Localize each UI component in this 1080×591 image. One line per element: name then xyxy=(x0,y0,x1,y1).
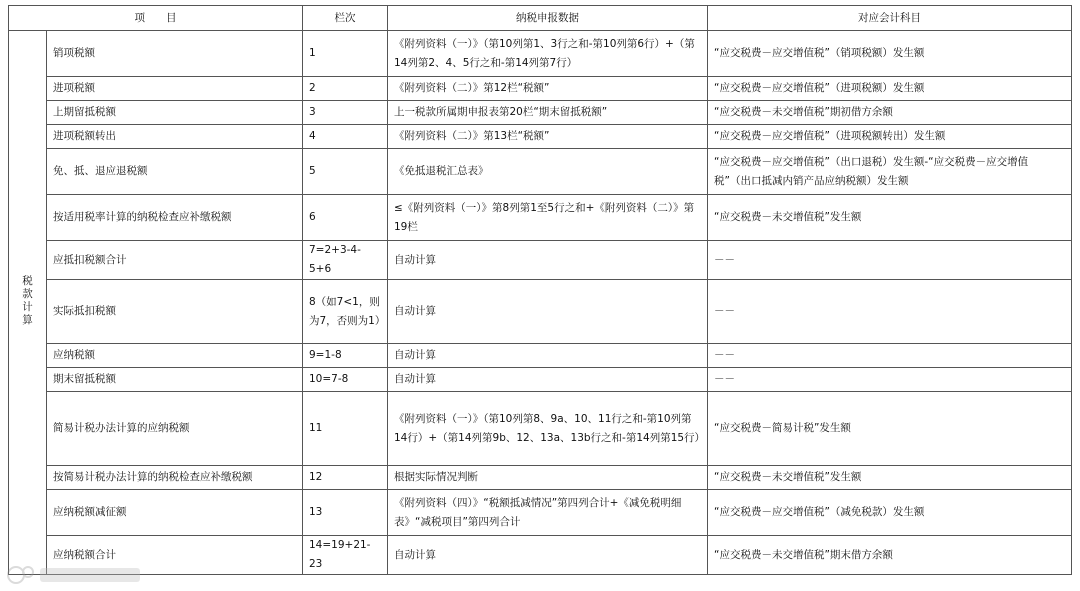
row-item-cell: 应抵扣税额合计 xyxy=(47,241,303,280)
row-data-cell: 《免抵退税汇总表》 xyxy=(388,149,708,195)
row-col-cell: 6 xyxy=(303,195,388,241)
row-col-cell: 14=19+21-23 xyxy=(303,536,388,575)
row-col-cell: 11 xyxy=(303,392,388,466)
row-account-cell: “应交税费－应交增值税”（出口退税）发生额-“应交税费－应交增值税”（出口抵减内销产品应纳税额）发生额 xyxy=(708,149,1072,195)
header-account: 对应会计科目 xyxy=(708,6,1072,31)
row-col-cell: 7=2+3-4-5+6 xyxy=(303,241,388,280)
row-data-cell: 《附列资料（一）》（第10列第8、9a、10、11行之和-第10列第14行）+（第14列第9b、12、13a、13b行之和-第14列第15行） xyxy=(388,392,708,466)
group-label xyxy=(9,31,47,575)
table-row xyxy=(9,77,1072,101)
row-item-cell: 按简易计税办法计算的纳税检查应补缴税额 xyxy=(47,466,303,490)
table-row xyxy=(9,466,1072,490)
row-col-cell: 1 xyxy=(303,31,388,77)
table-row xyxy=(9,31,1072,77)
table-row xyxy=(9,149,1072,195)
row-item-cell: 应纳税额合计 xyxy=(47,536,303,575)
table-row xyxy=(9,536,1072,575)
row-col-cell: 5 xyxy=(303,149,388,195)
row-data-cell: 自动计算 xyxy=(388,280,708,344)
header-col: 栏次 xyxy=(303,6,388,31)
row-account-cell: －－ xyxy=(708,344,1072,368)
row-data-cell: ≤《附列资料（一）》第8列第1至5行之和+《附列资料（二）》第19栏 xyxy=(388,195,708,241)
row-account-cell: “应交税费－应交增值税”（销项税额）发生额 xyxy=(708,31,1072,77)
row-account-cell: “应交税费－应交增值税”（进项税额）发生额 xyxy=(708,77,1072,101)
row-col-cell: 12 xyxy=(303,466,388,490)
table-row xyxy=(9,241,1072,280)
row-item-cell: 进项税额 xyxy=(47,77,303,101)
row-item-cell: 进项税额转出 xyxy=(47,125,303,149)
row-item-cell: 实际抵扣税额 xyxy=(47,280,303,344)
row-account-cell: －－ xyxy=(708,280,1072,344)
row-account-cell: “应交税费－应交增值税”（进项税额转出）发生额 xyxy=(708,125,1072,149)
header-item: 项 目 xyxy=(9,6,303,31)
row-data-cell: 自动计算 xyxy=(388,241,708,280)
row-data-cell: 《附列资料（四）》“税额抵减情况”第四列合计+《减免税明细表》“减税项目”第四列合计 xyxy=(388,490,708,536)
row-item-cell: 期末留抵税额 xyxy=(47,368,303,392)
header-row xyxy=(9,6,1072,31)
row-item-cell: 按适用税率计算的纳税检查应补缴税额 xyxy=(47,195,303,241)
row-item-cell: 简易计税办法计算的应纳税额 xyxy=(47,392,303,466)
row-account-cell: －－ xyxy=(708,241,1072,280)
tax-return-table xyxy=(8,5,1072,575)
row-col-cell: 3 xyxy=(303,101,388,125)
row-col-cell: 9=1-8 xyxy=(303,344,388,368)
table-row xyxy=(9,490,1072,536)
table-row xyxy=(9,101,1072,125)
row-item-cell: 上期留抵税额 xyxy=(47,101,303,125)
row-account-cell: －－ xyxy=(708,368,1072,392)
row-col-cell: 8（如7<1，则为7，否则为1） xyxy=(303,280,388,344)
row-account-cell: “应交税费－简易计税”发生额 xyxy=(708,392,1072,466)
row-data-cell: 《附列资料（一）》（第10列第1、3行之和-第10列第6行）+（第14列第2、4、5行之和-第14列第7行） xyxy=(388,31,708,77)
table-row xyxy=(9,195,1072,241)
row-data-cell: 自动计算 xyxy=(388,536,708,575)
row-data-cell: 《附列资料（二）》第13栏“税额” xyxy=(388,125,708,149)
row-data-cell: 上一税款所属期申报表第20栏“期末留抵税额” xyxy=(388,101,708,125)
row-col-cell: 2 xyxy=(303,77,388,101)
row-data-cell: 《附列资料（二）》第12栏“税额” xyxy=(388,77,708,101)
row-item-cell: 销项税额 xyxy=(47,31,303,77)
row-item-cell: 应纳税额减征额 xyxy=(47,490,303,536)
row-col-cell: 10=7-8 xyxy=(303,368,388,392)
header-data: 纳税申报数据 xyxy=(388,6,708,31)
table-row xyxy=(9,368,1072,392)
row-account-cell: “应交税费－未交增值税”发生额 xyxy=(708,466,1072,490)
table-row xyxy=(9,125,1072,149)
table-row xyxy=(9,392,1072,466)
table-row xyxy=(9,280,1072,344)
row-account-cell: “应交税费－应交增值税”（减免税款）发生额 xyxy=(708,490,1072,536)
row-col-cell: 13 xyxy=(303,490,388,536)
row-account-cell: “应交税费－未交增值税”期末借方余额 xyxy=(708,536,1072,575)
watermark-logo xyxy=(6,563,146,587)
row-account-cell: “应交税费－未交增值税”发生额 xyxy=(708,195,1072,241)
row-data-cell: 自动计算 xyxy=(388,368,708,392)
row-data-cell: 自动计算 xyxy=(388,344,708,368)
row-data-cell: 根据实际情况判断 xyxy=(388,466,708,490)
table-row xyxy=(9,344,1072,368)
group-label-text: 税款计算 xyxy=(22,275,33,326)
row-item-cell: 应纳税额 xyxy=(47,344,303,368)
row-item-cell: 免、抵、退应退税额 xyxy=(47,149,303,195)
row-col-cell: 4 xyxy=(303,125,388,149)
row-account-cell: “应交税费－未交增值税”期初借方余额 xyxy=(708,101,1072,125)
